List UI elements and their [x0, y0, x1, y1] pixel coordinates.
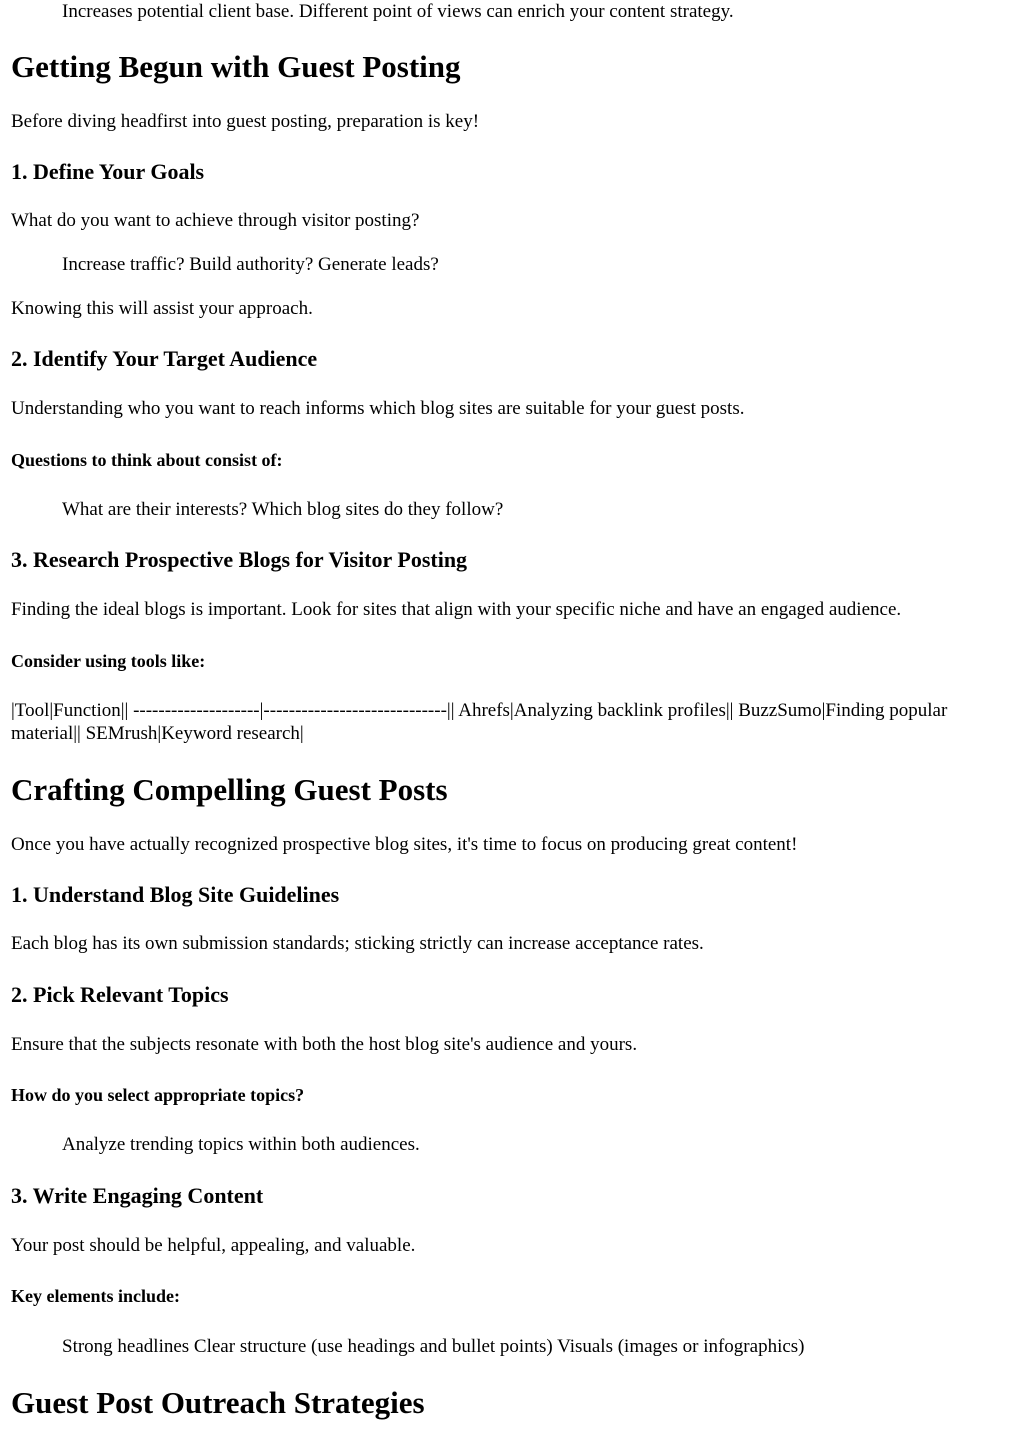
audience-bullet: What are their interests? Which blog sites do they follow?: [62, 499, 504, 520]
topics-text: Ensure that the subjects resonate with both the host blog site's audience and yours.: [11, 1034, 638, 1055]
subheading-target-audience: 2. Identify Your Target Audience: [11, 346, 318, 371]
subheading-relevant-topics: 2. Pick Relevant Topics: [11, 982, 229, 1007]
research-text: Finding the ideal blogs is important. Look for sites that align with your specific niche and have an engaged audience.: [11, 599, 902, 620]
goals-bullet: Increase traffic? Build authority? Generate leads?: [62, 254, 439, 275]
goals-text: What do you want to achieve through visitor posting?: [11, 210, 420, 231]
crafting-intro: Once you have actually recognized prospective blog sites, it's time to focus on producing great content!: [11, 834, 798, 855]
subheading-research-blogs: 3. Research Prospective Blogs for Visitor Posting: [11, 547, 468, 572]
key-elements-heading: Key elements include:: [11, 1286, 180, 1306]
subheading-define-goals: 1. Define Your Goals: [11, 159, 205, 184]
subheading-blog-guidelines: 1. Understand Blog Site Guidelines: [11, 882, 340, 907]
section-heading-outreach: Guest Post Outreach Strategies: [11, 1385, 425, 1420]
section-heading-crafting: Crafting Compelling Guest Posts: [11, 772, 448, 807]
tools-heading: Consider using tools like:: [11, 651, 206, 671]
engaging-text: Your post should be helpful, appealing, and valuable.: [11, 1235, 416, 1256]
audience-questions-heading: Questions to think about consist of:: [11, 450, 283, 470]
guidelines-text: Each blog has its own submission standards; sticking strictly can increase acceptance rates.: [11, 933, 704, 954]
key-elements-bullet: Strong headlines Clear structure (use headings and bullet points) Visuals (images or infographics): [62, 1336, 805, 1357]
getting-begun-intro: Before diving headfirst into guest posting, preparation is key!: [11, 111, 480, 132]
goals-after-text: Knowing this will assist your approach.: [11, 298, 313, 319]
section-heading-getting-begun: Getting Begun with Guest Posting: [11, 49, 461, 84]
topics-question: How do you select appropriate topics?: [11, 1085, 305, 1105]
topics-bullet: Analyze trending topics within both audiences.: [62, 1134, 420, 1155]
intro-bullet: Increases potential client base. Different point of views can enrich your content strategy.: [62, 1, 734, 22]
subheading-engaging-content: 3. Write Engaging Content: [11, 1183, 264, 1208]
tools-table-raw: |Tool|Function|| --------------------|-----------------------------|| Ahrefs|Analyzing backlink profiles|| BuzzSumo|Finding popular material|| SEMrush|Keyword research|: [11, 700, 948, 744]
audience-text: Understanding who you want to reach informs which blog sites are suitable for your guest posts.: [11, 398, 745, 419]
